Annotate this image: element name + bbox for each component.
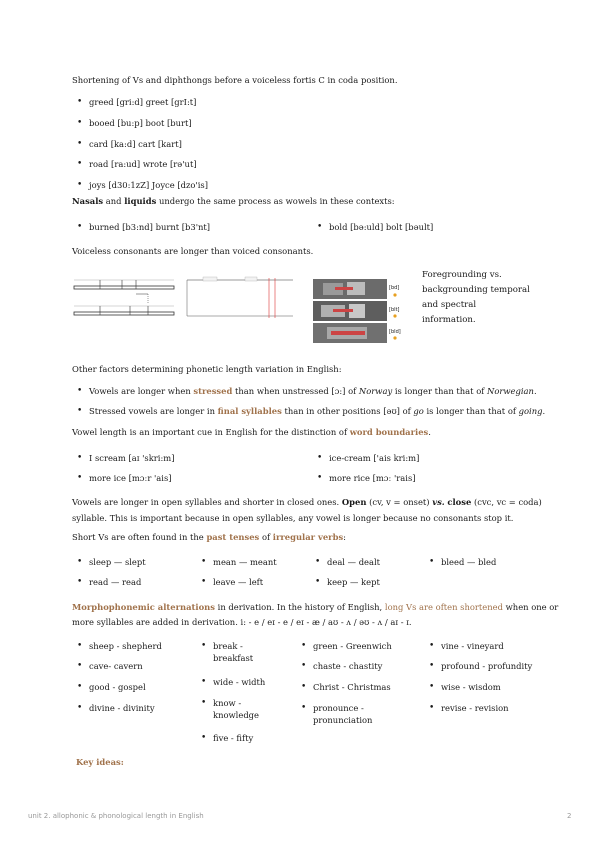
list-item: • good - gospel xyxy=(89,681,146,693)
spectrogram-figure xyxy=(313,279,413,343)
highlight-shortened: long Vs are often shortened xyxy=(384,602,503,612)
liquids-keyword: liquids xyxy=(124,196,157,206)
example-word: Norwegian xyxy=(487,386,534,396)
list-item xyxy=(89,405,545,417)
example-word: Norway xyxy=(358,386,393,396)
nasals-keyword: Nasals xyxy=(72,196,104,206)
text: of xyxy=(261,532,271,542)
list-item: • bleed — bled xyxy=(441,556,496,568)
and-word: and xyxy=(105,196,122,206)
text: is longer than that of xyxy=(394,386,485,396)
list-item: • leave — left xyxy=(213,576,263,588)
list-item: • deal — dealt xyxy=(327,556,380,568)
figure-caption: Foregrounding vs. backgrounding temporal and spectral information. xyxy=(422,270,530,325)
close-keyword: close xyxy=(447,497,472,507)
list-item: • keep — kept xyxy=(327,576,380,588)
list-item: • greed [gri:d] greet [grI:t] xyxy=(89,96,196,108)
text: . xyxy=(533,386,537,396)
list-item: • ice-cream ['ais kri:m] xyxy=(329,452,419,464)
list-item: • wide - width xyxy=(213,676,265,688)
list-item: • booed [bu:p] boot [burt] xyxy=(89,117,192,129)
duration-diagram xyxy=(72,272,176,332)
footer-text: unit 2. allophonic & phonological length in English xyxy=(28,812,204,820)
text: : xyxy=(343,532,346,542)
past-tense-line xyxy=(72,530,532,544)
spectrogram-label: [bIt] xyxy=(389,307,400,313)
text: (cv, v = onset) xyxy=(369,497,430,507)
vs-keyword: vs. xyxy=(432,497,445,507)
text: when one or xyxy=(505,602,559,612)
spectrogram-label: [bd] xyxy=(389,285,400,291)
morpho-line-2: more syllables are added in derivation. i: - e / eɪ - e / eɪ - æ / aʊ - ʌ / əʊ - ʌ / aɪ - ɪ. xyxy=(72,617,412,627)
text: (cvc, vc = coda) xyxy=(473,497,542,507)
list-item: • sleep — slept xyxy=(89,556,146,568)
list-item: • chaste - chastity xyxy=(313,660,382,672)
text: than in other positions [əʊ] of xyxy=(284,406,411,416)
nasals-line xyxy=(72,194,532,208)
text: in derivation. In the history of English, xyxy=(217,602,383,612)
list-item: • break - breakfast xyxy=(213,640,273,664)
list-item: • bold [bə:uld] bolt [bəult] xyxy=(329,221,433,233)
list-item: • road [ra:ud] wrote [rə'ut] xyxy=(89,158,197,170)
key-ideas-heading: Key ideas: xyxy=(76,757,124,767)
list-item: • I scream [aɪ 'skri:m] xyxy=(89,452,175,464)
text: . xyxy=(428,427,431,437)
list-item: • pronounce - pronunciation xyxy=(313,702,383,726)
intro-line: Shortening of Vs and diphthongs before a voiceless fortis C in coda position. xyxy=(72,75,398,85)
highlight-stressed: stressed xyxy=(193,386,233,396)
open-syllable-line-2: syllable. This is important because in open syllables, any vowel is longer because no consonants stop it. xyxy=(72,513,514,523)
list-item: • read — read xyxy=(89,576,141,588)
text: . xyxy=(542,406,546,416)
list-item: • cave- cavern xyxy=(89,660,143,672)
spectrogram-label: [bId] xyxy=(389,329,401,335)
text: Vowel length is an important cue in English for the distinction of xyxy=(72,427,348,437)
voiceless-line: Voiceless consonants are longer than voiced consonants. xyxy=(72,246,314,256)
nasals-rest: undergo the same process as wowels in these contexts: xyxy=(158,196,395,206)
other-factors-line: Other factors determining phonetic length variation in English: xyxy=(72,364,342,374)
list-item: • card [ka:d] cart [kart] xyxy=(89,138,182,150)
list-item: • revise - revision xyxy=(441,702,509,714)
morpho-line xyxy=(72,600,559,614)
list-item: • green - Greenwich xyxy=(313,640,392,652)
text: Vowels are longer in open syllables and shorter in closed ones. xyxy=(72,497,340,507)
list-item: • wise - wisdom xyxy=(441,681,501,693)
highlight-past-tenses: past tenses xyxy=(206,532,260,542)
list-item: • more rice [mɔː 'rais] xyxy=(329,472,416,484)
list-item xyxy=(89,385,537,397)
boundaries-line xyxy=(72,425,532,439)
list-item: • more ice [mɔːr 'ais] xyxy=(89,472,172,484)
list-item: • mean — meant xyxy=(213,556,277,568)
list-item: • burned [b3:nd] burnt [b3'nt] xyxy=(89,221,210,233)
highlight-irregular-verbs: irregular verbs xyxy=(272,532,344,542)
text: Vowels are longer when xyxy=(89,386,191,396)
list-item: • divine - divinity xyxy=(89,702,155,714)
list-item: • Christ - Christmas xyxy=(313,681,391,693)
text: is longer than that of xyxy=(426,406,516,416)
list-item: • profound - profundity xyxy=(441,660,532,672)
highlight-morphophonemic: Morphophonemic alternations xyxy=(72,602,215,612)
list-item: • five - fifty xyxy=(213,732,253,744)
open-syllable-line xyxy=(72,495,542,509)
highlight-word-boundaries: word boundaries xyxy=(349,427,429,437)
highlight-final-syllables: final syllables xyxy=(217,406,282,416)
text: than when unstressed [ɔ:] of xyxy=(235,386,357,396)
list-item: • sheep - shepherd xyxy=(89,640,162,652)
list-item: • know - knowledge xyxy=(213,697,273,721)
example-word: go xyxy=(413,406,424,416)
text: Short Vs are often found in the xyxy=(72,532,204,542)
page-number: 2 xyxy=(567,812,572,820)
text: Stressed vowels are longer in xyxy=(89,406,215,416)
open-keyword: Open xyxy=(341,497,367,507)
waveform-diagram xyxy=(183,276,298,320)
list-item: • joys [d30:1zZ] Joyce [dzo'is] xyxy=(89,179,208,191)
list-item: • vine - vineyard xyxy=(441,640,504,652)
example-word: going xyxy=(518,406,543,416)
